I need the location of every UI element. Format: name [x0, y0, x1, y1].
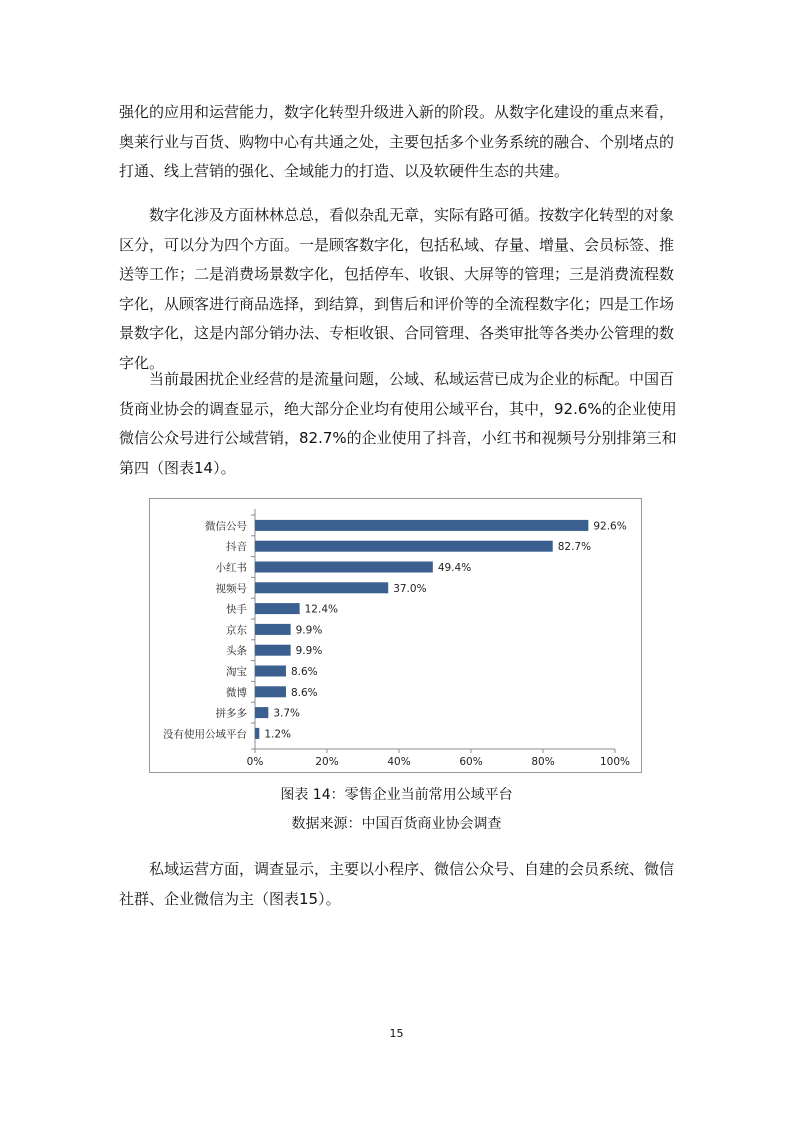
- paragraph-4-text: 私域运营方面，调查显示，主要以小程序、微信公众号、自建的会员系统、微信社群、企业微信为主（图表15）。: [119, 860, 675, 908]
- x-tick-label: 100%: [599, 756, 631, 768]
- bar-chart: [150, 499, 643, 774]
- category-label: 京东: [226, 624, 247, 637]
- value-label: 8.6%: [290, 666, 318, 678]
- paragraph-2: [119, 201, 684, 378]
- category-label: 拼多多: [215, 707, 247, 720]
- bar: [255, 603, 300, 614]
- paragraph-1-text: 强化的应用和运营能力，数字化转型升级进入新的阶段。从数字化建设的重点来看，奥莱行业与百货、购物中心有共通之处，主要包括多个业务系统的融合、个别堵点的打通、线上营销的强化、全域能力的打造、以及软硬件生态的共建。: [119, 103, 675, 180]
- category-label: 微博: [226, 686, 247, 699]
- bar: [255, 582, 388, 593]
- category-label: 淘宝: [226, 666, 247, 678]
- value-label: 9.9%: [295, 645, 323, 658]
- x-tick-label: 80%: [531, 756, 555, 768]
- x-tick-label: 40%: [387, 756, 411, 768]
- category-label: 小红书: [215, 562, 247, 574]
- x-tick-label: 0%: [246, 756, 264, 768]
- category-label: 微信公号: [205, 520, 247, 533]
- category-label: 快手: [226, 603, 247, 616]
- value-label: 8.6%: [290, 686, 318, 699]
- category-label: 没有使用公域平台: [163, 728, 247, 741]
- value-label: 12.4%: [304, 603, 338, 616]
- value-label: 37.0%: [393, 582, 427, 595]
- chart-frame: [149, 498, 642, 773]
- value-label: 49.4%: [437, 562, 472, 574]
- category-label: 视频号: [215, 582, 247, 595]
- bar: [255, 562, 433, 573]
- page-number: 15: [389, 1027, 404, 1040]
- figure-source: 数据来源：中国百货商业协会调查: [291, 816, 502, 832]
- paragraph-3-text: 当前最困扰企业经营的是流量问题，公域、私域运营已成为企业的标配。中国百货商业协会的调查显示，绝大部分企业均有使用公域平台，其中，92.6%的企业使用微信公众号进行公域营销，82.7%的企业使用了抖音，小红书和视频号分别排第三和第四（图表14）。: [119, 370, 677, 477]
- paragraph-4: [119, 855, 684, 914]
- paragraph-2-text: 数字化涉及方面林林总总，看似杂乱无章，实际有路可循。按数字化转型的对象区分，可以分为四个方面。一是顾客数字化，包括私域、存量、增量、会员标签、推送等工作；二是消费场景数字化，包括停车、收银、大屏等的管理；三是消费流程数字化，从顾客进行商品选择，到结算，到售后和评价等的全流程数字化；四是工作场景数字化，这是内部分销办法、专柜收银、合同管理、各类审批等各类办公管理的数字化。: [119, 206, 675, 372]
- bar: [255, 707, 268, 718]
- bar: [255, 541, 553, 552]
- value-label: 92.6%: [593, 520, 627, 533]
- paragraph-1: [119, 98, 684, 187]
- bar: [255, 520, 588, 531]
- category-label: 头条: [226, 645, 247, 658]
- paragraph-3: [119, 365, 684, 483]
- value-label: 3.7%: [273, 707, 301, 720]
- value-label: 82.7%: [557, 541, 592, 554]
- value-label: 9.9%: [295, 624, 323, 637]
- category-label: 抖音: [226, 541, 247, 554]
- bar: [255, 666, 286, 677]
- x-tick-label: 20%: [315, 756, 339, 768]
- value-label: 1.2%: [264, 728, 292, 741]
- x-tick-label: 60%: [459, 756, 483, 768]
- bar: [255, 624, 291, 635]
- figure-caption: 图表 14：零售企业当前常用公域平台: [280, 787, 513, 803]
- bar: [255, 728, 259, 739]
- bar: [255, 645, 291, 656]
- bar: [255, 686, 286, 697]
